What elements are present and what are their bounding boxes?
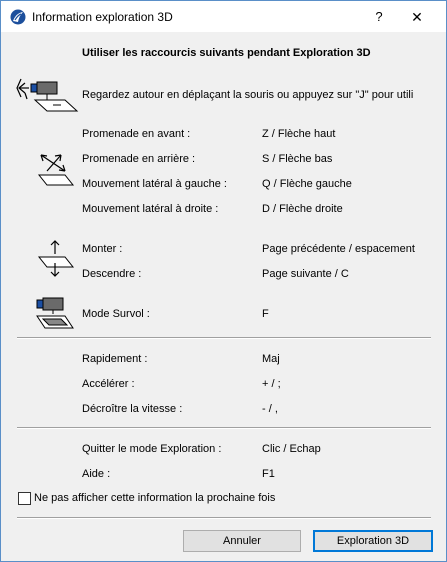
- decelerate-label: Décroître la vitesse :: [82, 403, 183, 415]
- move-up-label: Monter :: [82, 243, 123, 255]
- close-button[interactable]: ✕: [411, 9, 423, 25]
- separator: [17, 517, 431, 519]
- walk-backward-label: Promenade en arrière :: [82, 153, 196, 165]
- look-around-text: Regardez autour en déplaçant la souris ou appuyez sur "J" pour utili: [82, 89, 414, 101]
- separator: [17, 427, 431, 429]
- help-button[interactable]: ?: [375, 9, 383, 24]
- quit-mode-key: Clic / Echap: [262, 443, 321, 455]
- fast-key: Maj: [262, 353, 280, 365]
- walk-forward-key: Z / Flèche haut: [262, 128, 336, 140]
- instructions-heading: Utiliser les raccourcis suivants pendant Exploration 3D: [82, 47, 371, 59]
- up-down-arrows-icon: [35, 239, 75, 279]
- exploration-3d-button[interactable]: Exploration 3D: [313, 530, 433, 552]
- fast-label: Rapidement :: [82, 353, 148, 365]
- decelerate-key: - / ,: [262, 403, 278, 415]
- help-label: Aide :: [82, 468, 111, 480]
- accelerate-label: Accélérer :: [82, 378, 135, 390]
- move-down-label: Descendre :: [82, 268, 142, 280]
- move-up-key: Page précédente / espacement: [262, 243, 415, 255]
- walk-backward-key: S / Flèche bas: [262, 153, 333, 165]
- strafe-right-key: D / Flèche droite: [262, 203, 343, 215]
- help-key: F1: [262, 468, 275, 480]
- cancel-button[interactable]: Annuler: [183, 530, 301, 552]
- walk-arrows-icon: [35, 151, 75, 187]
- accelerate-key: + / ;: [262, 378, 281, 390]
- window-title: Information exploration 3D: [32, 10, 173, 24]
- strafe-right-label: Mouvement latéral à droite :: [82, 203, 219, 215]
- dont-show-again-label[interactable]: Ne pas afficher cette information la prochaine fois: [34, 492, 276, 504]
- move-down-key: Page suivante / C: [262, 268, 349, 280]
- walk-forward-label: Promenade en avant :: [82, 128, 191, 140]
- look-around-camera-icon: [15, 75, 79, 113]
- quit-mode-label: Quitter le mode Exploration :: [82, 443, 222, 455]
- fly-mode-key: F: [262, 308, 269, 320]
- fly-mode-camera-icon: [33, 294, 77, 332]
- strafe-left-key: Q / Flèche gauche: [262, 178, 352, 190]
- separator: [17, 337, 431, 339]
- fly-mode-label: Mode Survol :: [82, 308, 150, 320]
- app-logo-icon: [10, 9, 26, 25]
- title-bar: [1, 1, 446, 32]
- strafe-left-label: Mouvement latéral à gauche :: [82, 178, 227, 190]
- dont-show-again-checkbox[interactable]: [18, 492, 31, 505]
